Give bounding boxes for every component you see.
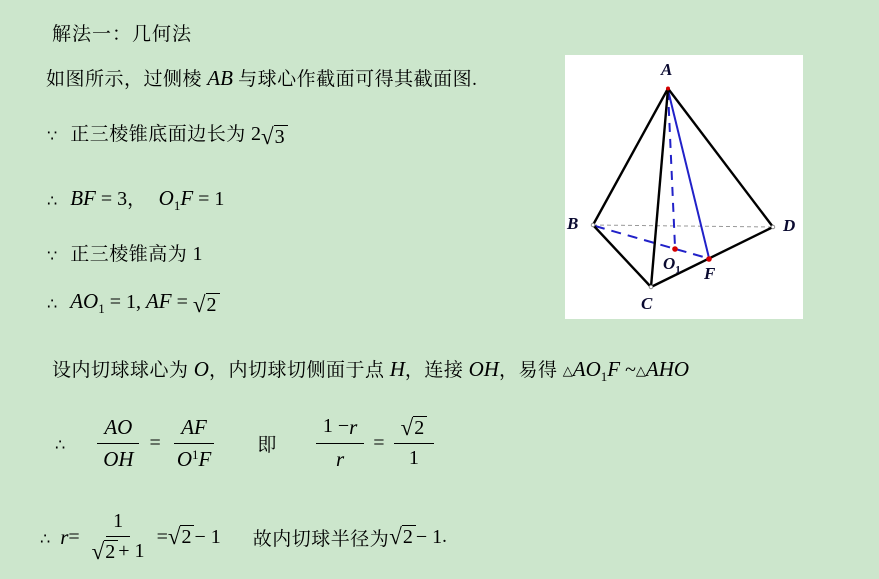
label-O1-base: O	[663, 254, 676, 273]
solution-title: 解法一：几何法	[52, 24, 193, 45]
triangle-symbol: △	[635, 364, 646, 379]
equals-sign: =	[373, 431, 385, 454]
intro-text-post: 与球心作截面可得其截面图.	[232, 69, 478, 90]
radicand: 2	[206, 293, 220, 317]
label-C: C	[641, 294, 653, 313]
math-var-o: O	[158, 186, 174, 210]
math-var-r: r	[60, 524, 69, 549]
equals-sign: =	[156, 525, 168, 548]
comma: ，	[127, 189, 147, 210]
math-var-ab: AB	[207, 66, 233, 90]
edge-AB	[593, 89, 668, 226]
given-height-text: 正三棱锥高为	[70, 244, 193, 265]
numerator-1-minus: 1 −	[322, 414, 350, 437]
therefore-symbol: ∴	[47, 294, 58, 313]
math-var-oh: OH	[103, 446, 134, 471]
radicand: 2	[104, 540, 118, 564]
tetrahedron-svg	[565, 55, 803, 319]
radical-sign: √	[167, 523, 181, 549]
intro-text-pre: 如图所示，过侧棱	[46, 69, 208, 90]
radical-sign: √	[389, 523, 402, 549]
math-var-ao: AO	[572, 357, 601, 381]
result-line	[40, 506, 447, 568]
numerator-1: 1	[113, 509, 124, 532]
label-F: F	[704, 264, 716, 283]
setup-line	[52, 355, 689, 385]
label-D: D	[783, 216, 796, 235]
sqrt-2	[401, 416, 428, 440]
because-symbol: ∵	[47, 126, 58, 145]
conclusion-text: 故内切球半径为	[252, 528, 390, 550]
math-var-f: F	[198, 446, 212, 471]
sqrt-2	[168, 525, 195, 549]
deduce-bf-line	[47, 184, 224, 214]
radical-sign: √	[400, 414, 414, 440]
tetrahedron-figure	[565, 55, 803, 319]
therefore-symbol: ∴	[55, 434, 66, 454]
subscript-1: 1	[600, 369, 608, 384]
subscript-1: 1	[173, 198, 181, 213]
diagonal-BD	[593, 225, 773, 227]
math-var-ao: AO	[104, 414, 133, 439]
fraction-ao-oh	[96, 415, 140, 472]
label-B: B	[567, 214, 579, 233]
math-var-f: F	[180, 186, 194, 210]
math-var-bf: BF	[70, 186, 96, 210]
label-A: A	[661, 60, 673, 79]
segment-B-F	[595, 226, 707, 258]
label-O1-subscript: 1	[675, 264, 681, 276]
fraction-1-minus-r-over-r	[316, 415, 364, 472]
math-var-ao: AO	[70, 289, 99, 313]
radical-sign: √	[260, 124, 274, 149]
fraction-sqrt2-over-1	[394, 416, 435, 470]
intro-line	[46, 64, 477, 91]
minus-1: − 1	[194, 525, 221, 548]
sqrt-2	[92, 540, 119, 564]
therefore-symbol: ∴	[47, 191, 58, 210]
radicand: 3	[274, 125, 288, 149]
equals-sign: =	[171, 291, 193, 313]
point-O1	[672, 246, 678, 252]
setup-text-2: ，内切球切侧面于点	[208, 360, 390, 381]
math-var-af: AF	[145, 289, 172, 313]
period: .	[442, 526, 448, 547]
ratio-equation-line	[55, 412, 439, 474]
sqrt-2	[193, 293, 220, 317]
radicand: 2	[180, 525, 194, 549]
deduce-ao-line	[47, 289, 220, 317]
math-var-r: r	[349, 414, 358, 439]
subscript-1: 1	[191, 446, 199, 462]
math-var-o: O	[193, 357, 209, 381]
given-edge-text: 正三棱锥底面边长为	[70, 124, 251, 145]
math-var-h: H	[389, 357, 405, 381]
radical-sign: √	[192, 292, 206, 317]
math-var-f: F	[607, 357, 621, 381]
equation-o1f: = 1	[193, 188, 225, 210]
denominator-1: 1	[408, 447, 419, 470]
coefficient: 2	[250, 123, 261, 145]
point-F	[706, 256, 712, 262]
given-height-line	[47, 239, 202, 266]
equals-sign: =	[149, 431, 161, 454]
math-var-r: r	[335, 446, 345, 471]
vertex-marker-B	[591, 223, 595, 227]
equation-ao1: = 1,	[104, 291, 146, 313]
math-var-af: AF	[181, 414, 207, 439]
similar-symbol: ~	[620, 359, 636, 381]
fraction-1-over-sqrt2-plus-1	[85, 510, 152, 564]
setup-text-4: ，易得	[498, 360, 563, 381]
fraction-af-o1f	[170, 415, 219, 472]
because-symbol: ∵	[47, 246, 58, 265]
math-var-aho: AHO	[645, 357, 690, 381]
setup-text-1: 设内切球球心为	[52, 360, 194, 381]
math-var-oh: OH	[468, 357, 499, 381]
equals-sign: =	[68, 525, 80, 548]
therefore-symbol: ∴	[40, 528, 51, 548]
sqrt-2	[389, 525, 416, 549]
vertex-marker-C	[649, 285, 653, 289]
plus-1: + 1	[118, 539, 145, 562]
that-is-text: 即	[257, 434, 277, 456]
sqrt-3	[261, 125, 288, 149]
vertex-marker-D	[771, 225, 775, 229]
height-value: 1	[192, 243, 203, 265]
radical-sign: √	[91, 538, 105, 564]
equation-bf: = 3	[95, 188, 128, 210]
given-edge-line	[47, 119, 288, 149]
point-A	[666, 87, 670, 91]
math-var-o: O	[176, 446, 192, 471]
setup-text-3: ，连接	[404, 360, 469, 381]
label-O1	[663, 255, 681, 276]
minus-1: − 1	[415, 525, 443, 548]
radicand: 2	[413, 416, 427, 440]
subscript-1: 1	[98, 301, 105, 316]
triangle-symbol: △	[562, 364, 573, 379]
radicand: 2	[402, 525, 416, 549]
edge-BC	[593, 225, 651, 287]
